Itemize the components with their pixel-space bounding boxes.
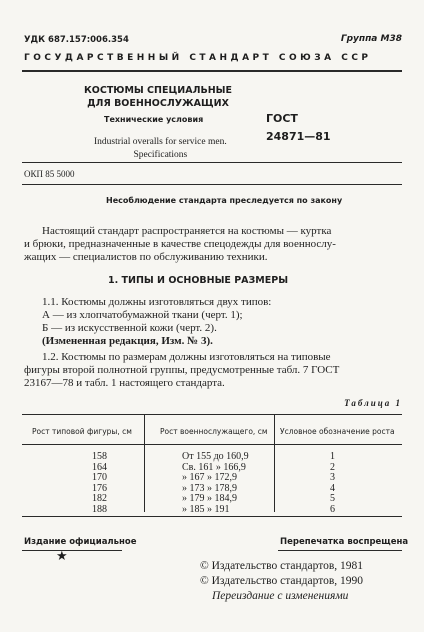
table-cell: » 179 » 184,9 xyxy=(182,493,237,505)
table-cell: 3 xyxy=(330,472,335,484)
footer-rule-left xyxy=(22,550,122,551)
clause-1-2-line-3: 23167—78 и табл. 1 настоящего стандарта. xyxy=(24,377,225,389)
english-title-line-2: Specifications xyxy=(133,150,188,160)
spec-subtitle: Технические условия xyxy=(104,115,204,124)
table-cell: От 155 до 160,9 xyxy=(182,451,249,462)
type-b-item: Б — из искусственной кожи (черт. 2). xyxy=(42,322,217,334)
table-column-serviceman-height xyxy=(182,452,249,516)
gost-block xyxy=(266,110,331,146)
gost-label: ГОСТ xyxy=(266,112,298,125)
state-standard-banner: ГОСУДАРСТВЕННЫЙ СТАНДАРТ СОЮЗА ССР xyxy=(24,53,372,63)
official-edition: Издание официальное xyxy=(24,537,137,547)
clause-1-1: 1.1. Костюмы должны изготовляться двух типов: xyxy=(42,296,272,308)
gost-number: 24871—81 xyxy=(266,130,331,143)
table-cell: 4 xyxy=(330,482,335,494)
title-line-1: КОСТЮМЫ СПЕЦИАЛЬНЫЕ xyxy=(84,85,232,96)
penalty-notice: Несоблюдение стандарта преследуется по закону xyxy=(106,196,343,205)
section-heading: 1. ТИПЫ И ОСНОВНЫЕ РАЗМЕРЫ xyxy=(108,275,289,286)
standard-title xyxy=(84,84,232,110)
table-cell: 5 xyxy=(330,493,335,505)
table-cell: Св. 161 » 166,9 xyxy=(182,461,246,473)
group-code: Группа М38 xyxy=(340,34,402,44)
table-top-rule xyxy=(22,414,402,415)
table-header-rule xyxy=(22,444,402,445)
table-cell: 182 xyxy=(92,493,107,505)
header-rule xyxy=(22,70,402,72)
table-header-designation: Условное обозначение роста xyxy=(280,427,395,436)
table-divider-1 xyxy=(144,414,145,512)
table-column-height xyxy=(92,452,107,516)
intro-line-2: и брюки, предназначенные в качестве спецодежды для военнослу- xyxy=(24,238,336,250)
table-bottom-rule xyxy=(22,516,402,517)
table-cell: » 167 » 172,9 xyxy=(182,472,237,484)
okp-rule xyxy=(22,162,402,163)
title-line-2: ДЛЯ ВОЕННОСЛУЖАЩИХ xyxy=(87,98,229,109)
table-cell: 188 xyxy=(92,503,107,515)
clause-1-2-line-1: 1.2. Костюмы по размерам должны изготовляться на типовые xyxy=(42,351,331,363)
table-cell: 1 xyxy=(330,451,335,462)
english-title xyxy=(94,136,227,162)
table-divider-2 xyxy=(274,414,275,512)
publisher-copyright-1990: © Издательство стандартов, 1990 xyxy=(200,575,364,587)
table-caption: Таблица 1 xyxy=(344,398,402,408)
table-cell: » 173 » 178,9 xyxy=(182,482,237,494)
amendment-note: (Измененная редакция, Изм. № 3). xyxy=(42,335,213,347)
table-column-designation xyxy=(330,452,335,516)
clause-1-2-line-2: фигуры второй полнотной группы, предусмотренные табл. 7 ГОСТ xyxy=(24,364,340,376)
english-title-line-1: Industrial overalls for service men. xyxy=(94,137,227,147)
table-cell: 6 xyxy=(330,503,335,515)
okp-code: ОКП 85 5000 xyxy=(24,169,75,179)
reprint-prohibited: Перепечатка воспрещена xyxy=(280,537,409,547)
table-cell: 158 xyxy=(92,451,107,462)
type-a-item: А — из хлопчатобумажной ткани (черт. 1); xyxy=(42,309,243,321)
intro-line-1: Настоящий стандарт распространяется на костюмы — куртка xyxy=(42,225,332,237)
udk-code: УДК 687.157:006.354 xyxy=(24,35,129,45)
star-icon: ★ xyxy=(56,548,68,563)
table-cell: 176 xyxy=(92,482,107,494)
table-cell: 2 xyxy=(330,461,335,473)
table-cell: 170 xyxy=(92,472,107,484)
table-cell: » 185 » 191 xyxy=(182,503,230,515)
table-header-serviceman-height: Рост военнослужащего, см xyxy=(160,427,268,436)
okp-rule-bottom xyxy=(22,184,402,185)
publisher-copyright-1981: © Издательство стандартов, 1981 xyxy=(200,560,364,572)
table-cell: 164 xyxy=(92,461,107,473)
footer-rule-right xyxy=(278,550,402,551)
reissue-note: Переиздание с изменениями xyxy=(212,590,349,602)
intro-line-3: жащих — специалистов по обслуживанию техники. xyxy=(24,251,268,263)
table-header-height: Рост типовой фигуры, см xyxy=(32,427,132,436)
